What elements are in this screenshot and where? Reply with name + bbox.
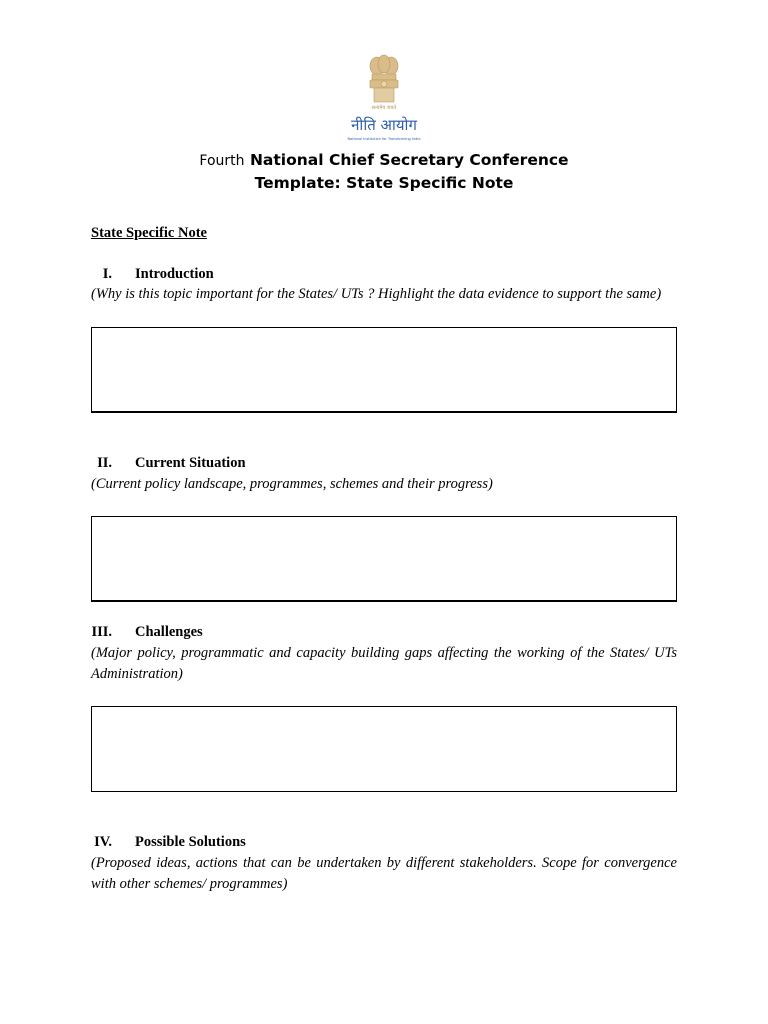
section-1-label: Introduction [135, 266, 214, 282]
section-3-description: (Major policy, programmatic and capacity building gaps affecting the working of the States/ UTs Administration) [91, 645, 677, 682]
title-main: National Chief Secretary Conference [249, 151, 569, 169]
section-3-heading [91, 624, 391, 641]
section-3-numeral: III. [91, 624, 112, 640]
section-2-label: Current Situation [135, 455, 246, 471]
section-2-input-box[interactable] [91, 516, 677, 602]
niti-aayog-logo-text: नीति आयोग [351, 116, 417, 134]
document-title-line2: Template: State Specific Note [254, 174, 514, 192]
section-2-numeral: II. [97, 455, 112, 471]
section-1-description: (Why is this topic important for the States/ UTs ? Highlight the data evidence to support the same) [91, 286, 662, 302]
section-4-label: Possible Solutions [135, 834, 246, 850]
section-4-description: (Proposed ideas, actions that can be undertaken by different stakeholders. Scope for convergence with other schemes/ programmes) [91, 855, 677, 892]
section-4-numeral: IV. [94, 834, 112, 850]
svg-text:सत्यमेव जयते: सत्यमेव जयते [371, 105, 397, 111]
section-heading: State Specific Note [91, 225, 207, 241]
section-2-description: (Current policy landscape, programmes, schemes and their progress) [91, 476, 493, 492]
section-3-label: Challenges [135, 624, 203, 640]
section-1-input-box[interactable] [91, 327, 677, 413]
national-emblem-icon [364, 52, 404, 112]
section-4-heading [91, 834, 391, 851]
section-1-numeral: I. [102, 266, 112, 282]
niti-aayog-tagline: National Institution for Transforming India [347, 137, 421, 141]
title-prefix: Fourth [199, 153, 245, 169]
document-title-line1 [0, 151, 768, 169]
section-1-heading [91, 266, 391, 283]
section-3-input-box[interactable] [91, 706, 677, 792]
section-2-heading [91, 455, 391, 472]
